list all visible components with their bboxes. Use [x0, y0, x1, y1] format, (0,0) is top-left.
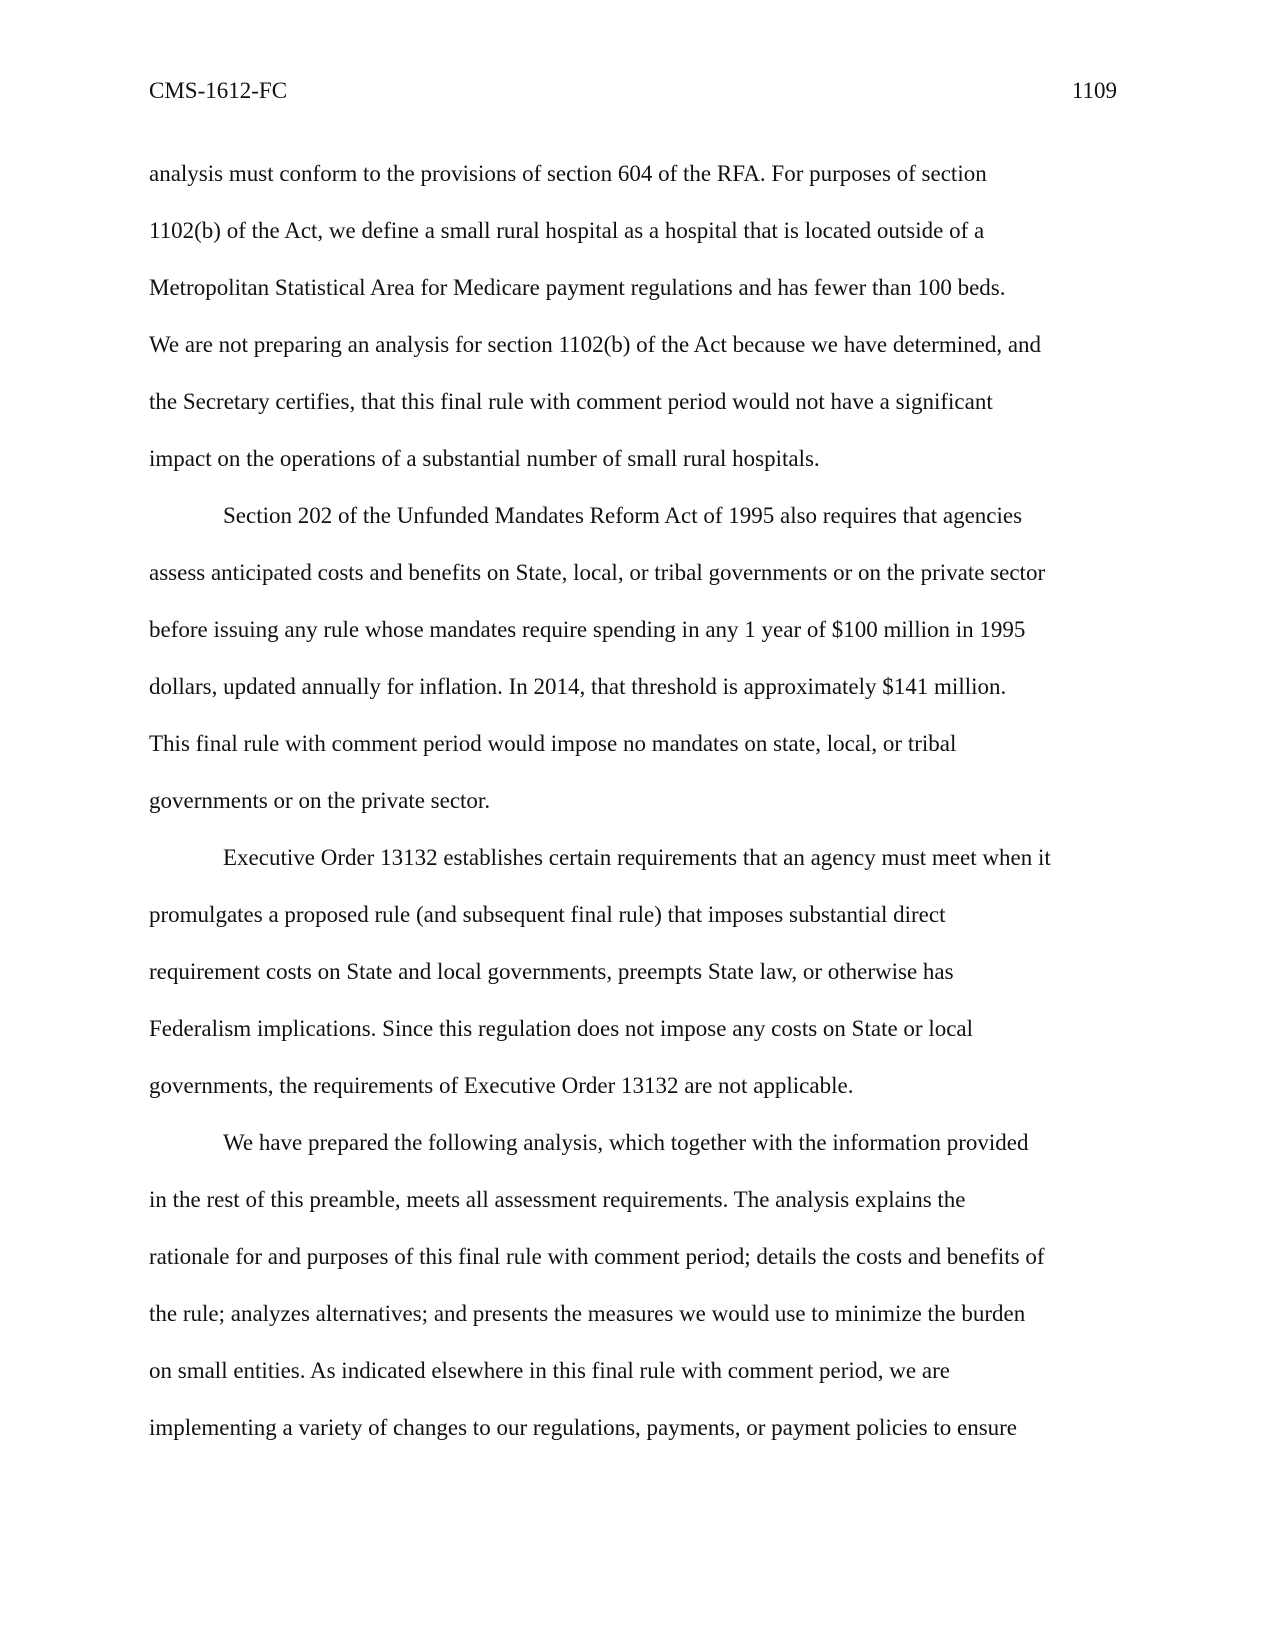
text-line: implementing a variety of changes to our regulations, payments, or payment policies to ensure: [149, 1415, 1018, 1440]
text-line: dollars, updated annually for inflation. In 2014, that threshold is approximately $141 million.: [149, 674, 1007, 699]
text-line: Executive Order 13132 establishes certain requirements that an agency must meet when it: [223, 845, 1051, 870]
text-line: Federalism implications. Since this regulation does not impose any costs on State or local: [149, 1016, 974, 1041]
text-line: This final rule with comment period would impose no mandates on state, local, or tribal: [149, 731, 957, 756]
text-line: before issuing any rule whose mandates require spending in any 1 year of $100 million in 1995: [149, 617, 1026, 642]
document-body: [149, 145, 1117, 1456]
text-line: rationale for and purposes of this final rule with comment period; details the costs and benefits of: [149, 1244, 1045, 1269]
text-line: Section 202 of the Unfunded Mandates Reform Act of 1995 also requires that agencies: [223, 503, 1023, 528]
text-line: the Secretary certifies, that this final rule with comment period would not have a significant: [149, 389, 993, 414]
paragraph: [149, 487, 1117, 829]
page-header: [149, 74, 1117, 108]
text-line: the rule; analyzes alternatives; and presents the measures we would use to minimize the burden: [149, 1301, 1026, 1326]
text-line: governments or on the private sector.: [149, 788, 491, 813]
text-line: 1102(b) of the Act, we define a small rural hospital as a hospital that is located outside of a: [149, 218, 985, 243]
paragraph: [149, 829, 1117, 1114]
text-line: in the rest of this preamble, meets all assessment requirements. The analysis explains the: [149, 1187, 966, 1212]
text-line: analysis must conform to the provisions of section 604 of the RFA. For purposes of section: [149, 161, 987, 186]
text-line: Metropolitan Statistical Area for Medicare payment regulations and has fewer than 100 beds.: [149, 275, 1006, 300]
text-line: We are not preparing an analysis for section 1102(b) of the Act because we have determined, and: [149, 332, 1042, 357]
paragraph: [149, 1114, 1117, 1456]
paragraph: [149, 145, 1117, 487]
page-number: 1109: [1071, 78, 1117, 103]
text-line: governments, the requirements of Executive Order 13132 are not applicable.: [149, 1073, 854, 1098]
text-line: assess anticipated costs and benefits on State, local, or tribal governments or on the private sector: [149, 560, 1046, 585]
text-line: on small entities. As indicated elsewhere in this final rule with comment period, we are: [149, 1358, 950, 1383]
text-line: impact on the operations of a substantial number of small rural hospitals.: [149, 446, 820, 471]
text-line: requirement costs on State and local governments, preempts State law, or otherwise has: [149, 959, 954, 984]
text-line: promulgates a proposed rule (and subsequent final rule) that imposes substantial direct: [149, 902, 946, 927]
text-line: We have prepared the following analysis, which together with the information provided: [223, 1130, 1029, 1155]
document-id: CMS-1612-FC: [149, 78, 288, 103]
